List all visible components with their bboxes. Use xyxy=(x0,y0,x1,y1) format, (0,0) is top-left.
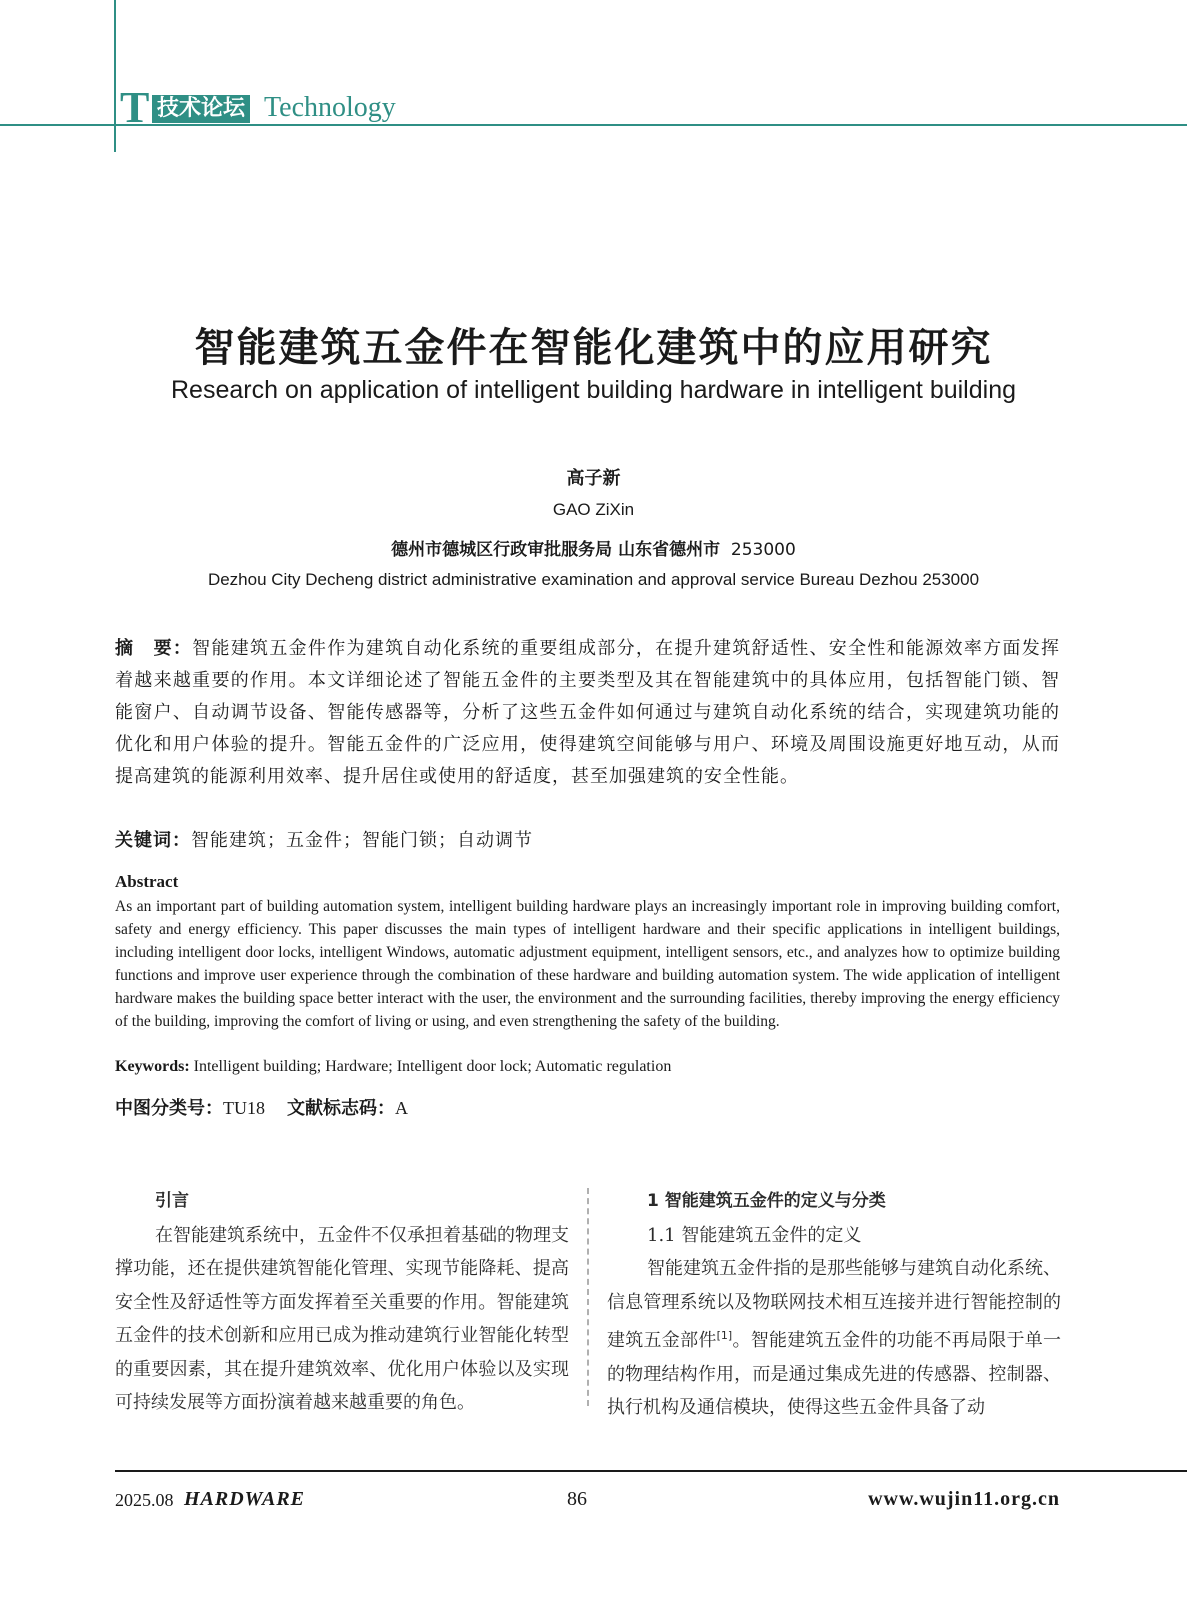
affiliation-cn-text: 德州市德城区行政审批服务局 山东省德州市 xyxy=(391,540,721,560)
footer-website: www.wujin11.org.cn xyxy=(868,1488,1060,1510)
keywords-en xyxy=(115,1055,671,1078)
affiliation-postcode: 253000 xyxy=(730,540,796,560)
intro-paragraph: 在智能建筑系统中，五金件不仅承担着基础的物理支撑功能，还在提供建筑智能化管理、实现节能降耗、提高安全性及舒适性等方面发挥着至关重要的作用。智能建筑五金件的技术创新和应用已成为推动建筑行业智能化转型的重要因素，其在提升建筑效率、优化用户体验以及实现可持续发展等方面扮演着越来越重要的角色。 xyxy=(115,1224,569,1413)
header-horizontal-rule xyxy=(0,124,1187,126)
doc-code-value: A xyxy=(395,1098,408,1118)
footer-rule xyxy=(115,1470,1187,1472)
abstract-en-text: As an important part of building automation system, intelligent building hardware plays an increasingly important role in improving building comfort, safety and energy efficiency. This paper discusses the main types of intelligent hardware and their specific applications in intelligent buildings, including intelligent door locks, intelligent Windows, automatic adjustment equipment, intelligent sensors, etc., and analyzes how to optimize building functions and improve user experience through the combination of these hardware and building automation system. The wide application of intelligent hardware makes the building space better interact with the user, the environment and the surrounding facilities, thereby improving the energy efficiency of the building, improving the comfort of living or using, and even strengthening the safety of the building. xyxy=(115,898,1060,1030)
header-section-badge: 技术论坛 xyxy=(152,95,250,123)
definition-text-start: 智能建筑五金件指的是那些能够与建筑自动化系统、信息管理系统以及物联网技术相互连接并进行智能控制的建筑五金部件 xyxy=(607,1258,1061,1351)
section-heading-intro: 引言 xyxy=(155,1191,189,1211)
classification-line xyxy=(115,1094,408,1120)
header-section-english: Technology xyxy=(264,92,396,123)
abstract-cn-text: 智能建筑五金件作为建筑自动化系统的重要组成部分，在提升建筑舒适性、安全性和能源效率方面发挥着越来越重要的作用。本文详细论述了智能五金件的主要类型及其在智能建筑中的具体应用，包括智能门锁、智能窗户、自动调节设备、智能传感器等，分析了这些五金件如何通过与建筑自动化系统的结合，实现建筑功能的优化和用户体验的提升。智能五金件的广泛应用，使得建筑空间能够与用户、环境及周围设施更好地互动，从而提高建筑的能源利用效率、提升居住或使用的舒适度，甚至加强建筑的安全性能。 xyxy=(115,638,1061,787)
column-divider xyxy=(587,1188,589,1406)
body-column-right xyxy=(607,1185,1061,1425)
affiliation-en: Dezhou City Decheng district administrative examination and approval service Bureau Dezhou 253000 xyxy=(207,570,980,589)
keywords-en-text: Intelligent building; Hardware; Intelligent door lock; Automatic regulation xyxy=(193,1058,672,1075)
citation-ref: [1] xyxy=(716,1329,733,1342)
definition-text-end: 。智能建筑五金件的功能不再局限于单一的物理结构作用，而是通过集成先进的传感器、控制器、执行机构及通信模块，使得这些五金件具备了动 xyxy=(607,1330,1062,1418)
author-name-en: GAO ZiXin xyxy=(552,500,635,519)
abstract-cn xyxy=(115,633,1060,793)
affiliation-cn xyxy=(0,535,1187,560)
clc-label: 中图分类号： xyxy=(115,1098,223,1119)
footer-issue-date: 2025.08 xyxy=(115,1490,174,1510)
body-column-left xyxy=(115,1185,569,1420)
footer-magazine-name: HARDWARE xyxy=(184,1488,305,1510)
section-heading-1: 1 智能建筑五金件的定义与分类 xyxy=(647,1191,886,1211)
definition-paragraph xyxy=(607,1252,1061,1425)
keywords-cn-label: 关键词： xyxy=(115,830,191,851)
abstract-cn-label: 摘 要： xyxy=(115,638,193,659)
keywords-cn xyxy=(115,826,533,856)
header-vertical-rule xyxy=(114,0,116,152)
article-title-cn: 智能建筑五金件在智能化建筑中的应用研究 xyxy=(194,325,993,371)
doc-code-label: 文献标志码： xyxy=(287,1098,395,1119)
footer-page-number: 86 xyxy=(567,1488,587,1510)
header-letter-logo: T xyxy=(120,83,150,132)
article-title-en: Research on application of intelligent building hardware in intelligent building xyxy=(171,376,1016,404)
subsection-heading-1-1: 1.1 智能建筑五金件的定义 xyxy=(647,1224,862,1246)
abstract-en-heading: Abstract xyxy=(115,872,179,891)
keywords-en-label: Keywords: xyxy=(115,1058,190,1075)
keywords-cn-text: 智能建筑；五金件；智能门锁；自动调节 xyxy=(191,830,533,851)
clc-value: TU18 xyxy=(223,1098,265,1118)
author-name-cn: 高子新 xyxy=(566,468,621,489)
